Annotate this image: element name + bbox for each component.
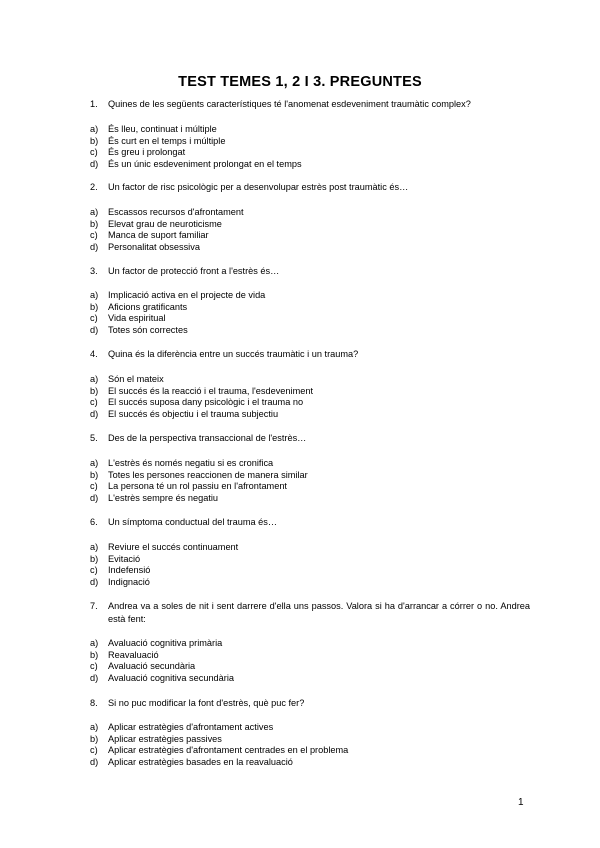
option-item <box>90 409 520 421</box>
option-item <box>90 757 520 769</box>
page-number: 1 <box>518 797 524 808</box>
question-text: Un símptoma conductual del trauma és… <box>108 517 278 527</box>
question-5 <box>90 432 530 445</box>
option-text: Aplicar estratègies passives <box>108 733 222 744</box>
option-letter: b) <box>90 553 99 564</box>
option-text: Aficions gratificants <box>108 301 188 312</box>
question-text: Des de la perspectiva transaccional de l'estrès… <box>108 433 307 443</box>
option-letter: a) <box>90 290 99 300</box>
option-text: És greu i prolongat <box>108 147 186 158</box>
option-letter: b) <box>90 218 99 229</box>
question-text: Si no puc modificar la font d'estrès, què puc fer? <box>108 698 305 708</box>
option-text: El succés suposa dany psicològic i el trauma no <box>108 397 304 408</box>
option-item <box>90 554 520 566</box>
option-letter: c) <box>90 565 98 576</box>
option-item <box>90 207 520 219</box>
option-letter: d) <box>90 408 99 419</box>
option-item <box>90 325 520 337</box>
option-letter: a) <box>90 638 99 648</box>
question-number: 5. <box>90 433 98 443</box>
option-item <box>90 159 520 171</box>
question-number: 2. <box>90 182 98 192</box>
option-text: Són el mateix <box>108 374 164 384</box>
option-text: És un únic esdeveniment prolongat en el temps <box>108 158 302 169</box>
option-letter: d) <box>90 576 99 587</box>
option-text: Totes les persones reaccionen de manera similar <box>108 469 308 480</box>
option-item <box>90 290 520 302</box>
option-item <box>90 147 520 159</box>
option-text: Implicació activa en el projecte de vida <box>108 290 266 300</box>
option-item <box>90 734 520 746</box>
option-text: Avaluació cognitiva secundària <box>108 672 234 683</box>
options-8 <box>90 722 520 768</box>
option-letter: a) <box>90 722 99 732</box>
option-item <box>90 458 520 470</box>
option-item <box>90 242 520 254</box>
option-letter: b) <box>90 301 99 312</box>
option-letter: b) <box>90 135 99 146</box>
question-number: 7. <box>90 601 98 611</box>
option-item <box>90 493 520 505</box>
option-letter: a) <box>90 374 99 384</box>
question-6 <box>90 516 530 529</box>
option-text: L'estrès és només negatiu si es cronifica <box>108 458 274 468</box>
option-letter: d) <box>90 158 99 169</box>
option-text: Reavaluació <box>108 649 159 660</box>
option-text: Vida espiritual <box>108 313 166 324</box>
option-letter: a) <box>90 542 99 552</box>
question-text: Quines de les següents característiques té l'anomenat esdeveniment traumàtic complex? <box>108 99 471 109</box>
option-item <box>90 661 520 673</box>
option-letter: a) <box>90 124 99 134</box>
option-item <box>90 722 520 734</box>
option-item <box>90 374 520 386</box>
option-text: La persona té un rol passiu en l'afrontament <box>108 481 287 492</box>
option-letter: b) <box>90 649 99 660</box>
option-item <box>90 481 520 493</box>
option-letter: a) <box>90 207 99 217</box>
option-letter: b) <box>90 469 99 480</box>
option-item <box>90 230 520 242</box>
question-7 <box>90 600 530 626</box>
option-item <box>90 577 520 589</box>
page-title: TEST TEMES 1, 2 I 3. PREGUNTES <box>178 74 422 90</box>
option-item <box>90 397 520 409</box>
option-item <box>90 638 520 650</box>
option-text: Aplicar estratègies basades en la reavaluació <box>108 756 293 767</box>
option-text: Avaluació cognitiva primària <box>108 638 223 648</box>
option-letter: a) <box>90 458 99 468</box>
option-letter: c) <box>90 313 98 324</box>
option-item <box>90 124 520 136</box>
option-text: Indefensió <box>108 565 151 576</box>
options-1 <box>90 124 520 170</box>
option-text: Escassos recursos d'afrontament <box>108 207 244 217</box>
option-letter: c) <box>90 397 98 408</box>
option-letter: d) <box>90 672 99 683</box>
option-text: Evitació <box>108 553 141 564</box>
options-6 <box>90 542 520 588</box>
option-text: Manca de suport familiar <box>108 230 209 241</box>
options-2 <box>90 207 520 253</box>
option-letter: c) <box>90 147 98 158</box>
option-text: Personalitat obsessiva <box>108 241 200 252</box>
question-number: 3. <box>90 266 98 276</box>
option-text: Avaluació secundària <box>108 661 196 672</box>
question-8 <box>90 697 530 710</box>
option-item <box>90 219 520 231</box>
option-text: És lleu, continuat i múltiple <box>108 124 217 134</box>
option-item <box>90 386 520 398</box>
options-5 <box>90 458 520 504</box>
options-4 <box>90 374 520 420</box>
question-3 <box>90 265 530 278</box>
options-7 <box>90 638 520 684</box>
option-text: El succés és la reacció i el trauma, l'esdeveniment <box>108 385 313 396</box>
option-text: És curt en el temps i múltiple <box>108 135 226 146</box>
option-letter: c) <box>90 661 98 672</box>
option-letter: b) <box>90 733 99 744</box>
question-1 <box>90 98 530 111</box>
option-item <box>90 745 520 757</box>
option-item <box>90 565 520 577</box>
question-number: 1. <box>90 99 98 109</box>
question-number: 4. <box>90 349 98 359</box>
option-letter: c) <box>90 745 98 756</box>
question-text: Andrea va a soles de nit i sent darrere d'ella uns passos. Valora si ha d'arrancar a córrer o no. Andrea està fent: <box>108 601 530 624</box>
options-3 <box>90 290 520 336</box>
question-number: 8. <box>90 698 98 708</box>
question-2 <box>90 181 530 194</box>
option-letter: d) <box>90 324 99 335</box>
option-letter: d) <box>90 241 99 252</box>
option-item <box>90 673 520 685</box>
option-letter: b) <box>90 385 99 396</box>
option-text: Aplicar estratègies d'afrontament centrades en el problema <box>108 745 349 756</box>
option-text: Totes són correctes <box>108 324 188 335</box>
option-item <box>90 302 520 314</box>
option-text: Elevat grau de neuroticisme <box>108 218 222 229</box>
option-letter: c) <box>90 230 98 241</box>
option-item <box>90 542 520 554</box>
option-item <box>90 313 520 325</box>
option-item <box>90 650 520 662</box>
option-letter: c) <box>90 481 98 492</box>
question-text: Un factor de risc psicològic per a desenvolupar estrès post traumàtic és… <box>108 182 409 192</box>
option-text: El succés és objectiu i el trauma subjectiu <box>108 408 279 419</box>
option-letter: d) <box>90 756 99 767</box>
question-4 <box>90 348 530 361</box>
question-text: Quina és la diferència entre un succés traumàtic i un trauma? <box>108 349 359 359</box>
question-text: Un factor de protecció front a l'estrès és… <box>108 266 280 276</box>
option-text: Reviure el succés continuament <box>108 542 239 552</box>
option-text: L'estrès sempre és negatiu <box>108 492 219 503</box>
option-text: Indignació <box>108 576 150 587</box>
question-number: 6. <box>90 517 98 527</box>
option-text: Aplicar estratègies d'afrontament actives <box>108 722 274 732</box>
option-item <box>90 136 520 148</box>
option-item <box>90 470 520 482</box>
option-letter: d) <box>90 492 99 503</box>
